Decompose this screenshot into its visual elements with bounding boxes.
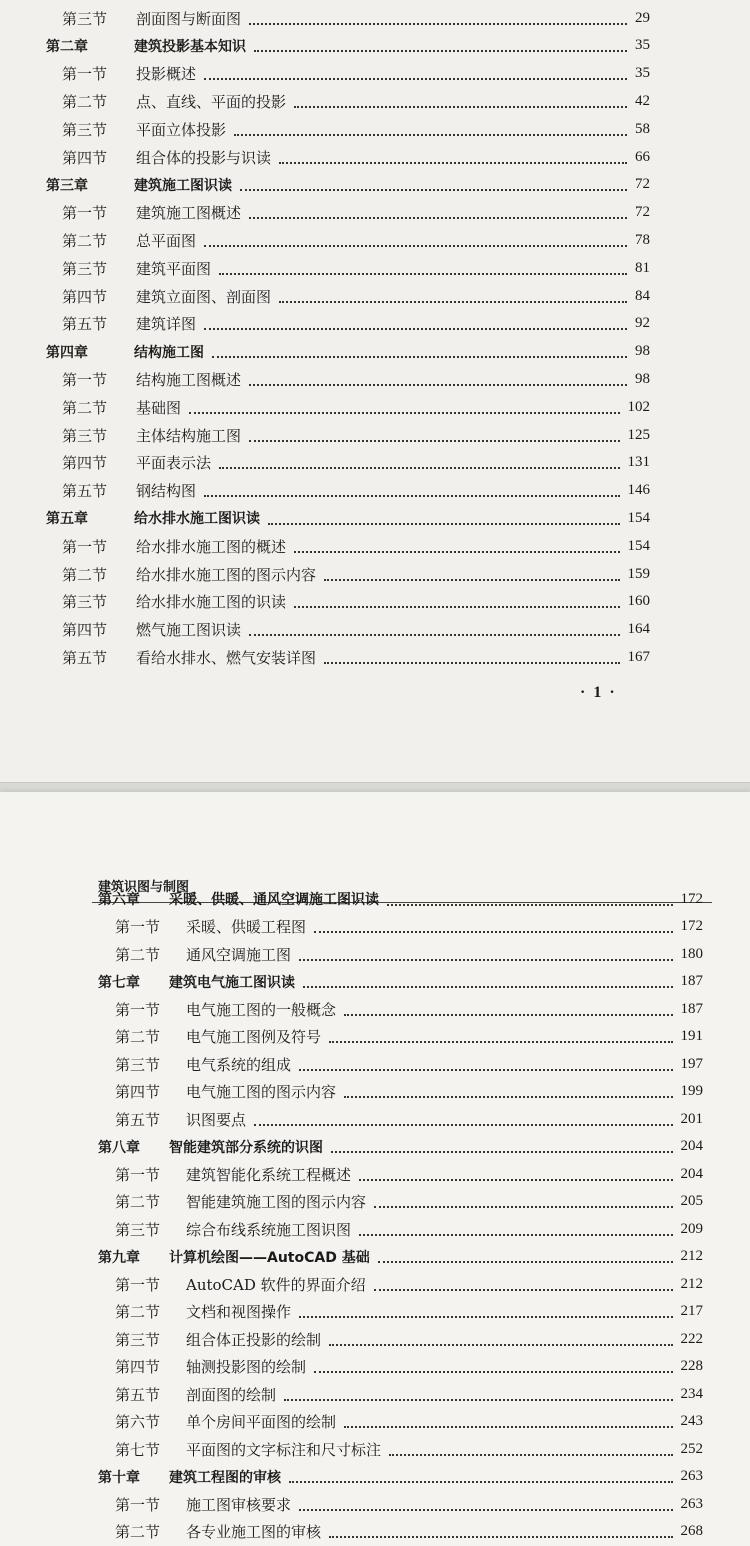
dot-leader: [249, 633, 619, 636]
dot-leader: [289, 1480, 673, 1483]
dot-leader: [344, 1425, 672, 1428]
dot-leader: [324, 578, 619, 581]
toc-section-entry: [62, 642, 650, 672]
toc-section-entry: [115, 1324, 703, 1354]
dot-leader: [234, 133, 627, 136]
entry-page-number: 98: [635, 343, 650, 360]
entry-title: 钢结构图: [136, 482, 197, 501]
entry-title: 剖面图与断面图: [136, 9, 242, 28]
entry-label: 第九章: [98, 1249, 140, 1266]
dot-leader: [284, 1398, 672, 1401]
page-number: · 1 ·: [580, 684, 617, 701]
toc-chapter-entry: [98, 884, 703, 914]
dot-leader: [303, 985, 673, 988]
entry-title: 综合布线系统施工图识图: [186, 1220, 352, 1239]
entry-label: 第三节: [62, 259, 108, 278]
toc-section-entry: [62, 309, 650, 339]
dot-leader: [314, 1370, 672, 1373]
entry-title: 给水排水施工图的概述: [136, 537, 287, 556]
toc-chapter-entry: [46, 337, 650, 367]
dot-leader: [249, 216, 627, 219]
entry-label: 第十章: [98, 1469, 140, 1486]
entry-page-number: 146: [627, 482, 650, 499]
entry-page-number: 172: [680, 890, 703, 907]
toc-section-entry: [115, 1049, 703, 1079]
entry-label: 第三节: [115, 1330, 161, 1349]
entry-title: 结构施工图: [134, 344, 204, 361]
entry-label: 第七节: [115, 1440, 161, 1459]
entry-title: 单个房间平面图的绘制: [186, 1413, 337, 1431]
entry-label: 第三节: [62, 120, 108, 139]
dot-leader: [294, 605, 619, 608]
entry-title: 组合体正投影的绘制: [186, 1330, 322, 1349]
dot-leader: [294, 105, 627, 108]
entry-title: 智能建筑施工图的图示内容: [186, 1193, 367, 1211]
entry-label: 第二节: [62, 565, 108, 584]
entry-title: AutoCAD 软件的界面介绍: [186, 1275, 366, 1294]
entry-title: 平面立体投影: [136, 120, 227, 139]
dot-leader: [389, 1453, 672, 1456]
entry-page-number: 212: [680, 1275, 703, 1292]
entry-label: 第五节: [62, 315, 108, 334]
toc-section-entry: [115, 1517, 703, 1546]
entry-page-number: 35: [635, 37, 650, 54]
toc-chapter-entry: [98, 1462, 703, 1492]
entry-label: 第二节: [115, 1193, 161, 1211]
entry-page-number: 222: [680, 1330, 703, 1347]
dot-leader: [344, 1095, 672, 1098]
toc-chapter-entry: [98, 1242, 703, 1272]
entry-page-number: 209: [680, 1220, 703, 1237]
entry-title: 组合体的投影与识读: [136, 148, 272, 167]
dot-leader: [189, 411, 619, 414]
entry-label: 第六节: [115, 1413, 161, 1431]
entry-title: 建筑施工图概述: [136, 204, 242, 223]
entry-title: 建筑施工图识读: [134, 177, 232, 194]
dot-leader: [374, 1205, 672, 1208]
entry-page-number: 42: [635, 92, 650, 109]
dot-leader: [299, 1508, 672, 1511]
toc-chapter-entry: [46, 503, 650, 533]
entry-title: 各专业施工图的审核: [186, 1523, 322, 1541]
entry-page-number: 180: [680, 945, 703, 962]
toc-chapter-entry: [98, 1132, 703, 1162]
entry-label: 第一节: [115, 1495, 161, 1514]
entry-page-number: 78: [635, 231, 650, 248]
entry-title: 识图要点: [186, 1110, 247, 1129]
entry-label: 第一节: [115, 1275, 161, 1294]
toc-section-entry: [115, 1489, 703, 1519]
entry-label: 第八章: [98, 1139, 140, 1156]
entry-label: 第二节: [115, 1028, 161, 1046]
entry-title: 轴测投影图的绘制: [186, 1358, 307, 1376]
entry-title: 看给水排水、燃气安装详图: [136, 648, 317, 667]
entry-page-number: 234: [680, 1385, 703, 1402]
dot-leader: [378, 1260, 673, 1263]
entry-page-number: 154: [627, 537, 650, 554]
entry-label: 第四节: [62, 287, 108, 306]
entry-page-number: 204: [680, 1138, 703, 1154]
toc-section-entry: [62, 420, 650, 450]
entry-page-number: 160: [627, 593, 650, 610]
dot-leader: [331, 1150, 673, 1153]
toc-section-entry: [62, 531, 650, 561]
toc-section-entry: [115, 1407, 703, 1437]
entry-title: 给水排水施工图的图示内容: [136, 565, 317, 584]
entry-page-number: 252: [680, 1440, 703, 1457]
dot-leader: [329, 1535, 672, 1538]
entry-page-number: 29: [635, 9, 650, 26]
entry-title: 剖面图的绘制: [186, 1385, 277, 1404]
dot-leader: [249, 383, 627, 386]
entry-page-number: 159: [627, 565, 650, 582]
entry-label: 第二章: [46, 38, 88, 55]
toc-section-entry: [115, 1104, 703, 1134]
entry-page-number: 58: [635, 120, 650, 137]
toc-section-entry: [115, 1187, 703, 1217]
toc-chapter-entry: [46, 31, 650, 61]
entry-title: 建筑平面图: [136, 259, 212, 278]
dot-leader: [240, 188, 627, 191]
entry-title: 建筑工程图的审核: [169, 1469, 281, 1486]
dot-leader: [254, 49, 627, 52]
entry-label: 第六章: [98, 892, 140, 908]
entry-title: 主体结构施工图: [136, 426, 242, 445]
entry-page-number: 201: [680, 1110, 703, 1127]
entry-page-number: 263: [680, 1495, 703, 1512]
dot-leader: [279, 161, 627, 164]
entry-page-number: 191: [680, 1028, 703, 1044]
entry-page-number: 212: [680, 1248, 703, 1264]
toc-section-entry: [115, 1159, 703, 1189]
entry-title: 燃气施工图识读: [136, 621, 242, 640]
entry-title: 给水排水施工图的识读: [136, 593, 287, 612]
entry-label: 第二节: [115, 1523, 161, 1541]
toc-section-entry: [115, 1269, 703, 1299]
entry-label: 第二节: [62, 231, 108, 250]
entry-label: 第二节: [62, 398, 108, 417]
entry-label: 第三节: [115, 1055, 161, 1074]
entry-page-number: 72: [635, 204, 650, 221]
entry-page-number: 131: [627, 454, 650, 471]
entry-title: 电气施工图的一般概念: [186, 1000, 337, 1019]
entry-label: 第三节: [62, 426, 108, 445]
entry-page-number: 81: [635, 259, 650, 276]
entry-label: 第七章: [98, 974, 140, 991]
entry-label: 第五节: [115, 1385, 161, 1404]
toc-section-entry: [62, 59, 650, 89]
entry-page-number: 84: [635, 287, 650, 304]
toc-section-entry: [62, 281, 650, 311]
toc-section-entry: [62, 114, 650, 144]
toc-section-entry: [115, 1214, 703, 1244]
toc-section-entry: [62, 587, 650, 617]
entry-title: 给水排水施工图识读: [134, 511, 260, 528]
entry-page-number: 66: [635, 148, 650, 165]
entry-title: 计算机绘图——AutoCAD 基础: [169, 1249, 370, 1266]
dot-leader: [359, 1178, 672, 1181]
entry-title: 点、直线、平面的投影: [136, 92, 287, 111]
toc-section-entry: [115, 1352, 703, 1382]
dot-leader: [374, 1288, 673, 1291]
entry-page-number: 35: [635, 65, 650, 82]
entry-label: 第三章: [46, 177, 88, 194]
entry-page-number: 172: [680, 918, 703, 934]
entry-label: 第一节: [62, 537, 108, 556]
entry-page-number: 167: [627, 648, 650, 665]
entry-label: 第五节: [115, 1110, 161, 1129]
toc-section-entry: [62, 476, 650, 506]
entry-label: 第二节: [62, 92, 108, 111]
entry-label: 第四节: [62, 454, 108, 473]
entry-page-number: 205: [680, 1193, 703, 1209]
entry-title: 投影概述: [136, 65, 197, 84]
entry-page-number: 187: [680, 973, 703, 989]
entry-page-number: 217: [680, 1303, 703, 1319]
entry-label: 第四节: [62, 148, 108, 167]
entry-title: 电气系统的组成: [186, 1055, 292, 1074]
entry-label: 第一节: [62, 65, 108, 84]
entry-label: 第五节: [62, 648, 108, 667]
entry-page-number: 263: [680, 1468, 703, 1484]
entry-label: 第四章: [46, 344, 88, 361]
entry-page-number: 268: [680, 1523, 703, 1539]
dot-leader: [204, 77, 627, 80]
entry-title: 基础图: [136, 398, 182, 417]
toc-section-entry: [115, 1434, 703, 1464]
entry-label: 第五章: [46, 511, 88, 528]
toc-section-entry: [115, 1022, 703, 1052]
dot-leader: [204, 327, 627, 330]
entry-title: 通风空调施工图: [186, 945, 292, 964]
entry-page-number: 102: [627, 398, 650, 415]
entry-label: 第三节: [62, 9, 108, 28]
dot-leader: [212, 355, 627, 358]
dot-leader: [359, 1233, 672, 1236]
dot-leader: [249, 22, 627, 25]
toc-section-entry: [62, 198, 650, 228]
toc-section-entry: [62, 253, 650, 283]
toc-section-entry: [62, 392, 650, 422]
entry-page-number: 228: [680, 1358, 703, 1374]
entry-page-number: 154: [627, 509, 650, 526]
toc-section-entry: [62, 448, 650, 478]
entry-title: 电气施工图的图示内容: [186, 1083, 337, 1101]
dot-leader: [329, 1040, 672, 1043]
dot-leader: [204, 244, 627, 247]
entry-label: 第一节: [115, 918, 161, 936]
toc-section-entry: [115, 1077, 703, 1107]
entry-page-number: 72: [635, 176, 650, 193]
entry-label: 第三节: [62, 593, 108, 612]
entry-page-number: 204: [680, 1165, 703, 1182]
entry-label: 第四节: [115, 1358, 161, 1376]
toc-section-entry: [62, 559, 650, 589]
toc-section-entry: [62, 615, 650, 645]
dot-leader: [299, 1068, 672, 1071]
toc-chapter-entry: [46, 170, 650, 200]
dot-leader: [344, 1013, 672, 1016]
dot-leader: [299, 1315, 672, 1318]
toc-page-2: [0, 792, 750, 1546]
entry-label: 第一节: [62, 204, 108, 223]
entry-page-number: 199: [680, 1083, 703, 1099]
dot-leader: [299, 958, 672, 961]
entry-label: 第一节: [62, 370, 108, 389]
dot-leader: [249, 439, 619, 442]
dot-leader: [268, 522, 620, 525]
entry-title: 建筑立面图、剖面图: [136, 287, 272, 306]
entry-title: 文档和视图操作: [186, 1303, 292, 1321]
dot-leader: [387, 903, 673, 906]
entry-label: 第三节: [115, 1220, 161, 1239]
dot-leader: [329, 1343, 672, 1346]
entry-page-number: 92: [635, 315, 650, 332]
entry-label: 第二节: [115, 945, 161, 964]
entry-page-number: 164: [627, 621, 650, 638]
dot-leader: [324, 661, 619, 664]
toc-section-entry: [62, 142, 650, 172]
entry-title: 施工图审核要求: [186, 1495, 292, 1514]
toc-section-entry: [115, 1297, 703, 1327]
entry-page-number: 243: [680, 1413, 703, 1429]
toc-section-entry: [62, 86, 650, 116]
dot-leader: [219, 466, 619, 469]
entry-page-number: 98: [635, 370, 650, 387]
entry-label: 第一节: [115, 1000, 161, 1019]
dot-leader: [219, 272, 627, 275]
entry-title: 建筑投影基本知识: [134, 38, 246, 55]
entry-label: 第一节: [115, 1165, 161, 1184]
entry-label: 第四节: [62, 621, 108, 640]
entry-title: 平面图的文字标注和尺寸标注: [186, 1440, 382, 1459]
entry-title: 总平面图: [136, 231, 197, 250]
toc-section-entry: [115, 912, 703, 942]
toc-section-entry: [115, 994, 703, 1024]
entry-title: 采暖、供暖、通风空调施工图识读: [169, 892, 379, 908]
entry-label: 第四节: [115, 1083, 161, 1101]
dot-leader: [279, 300, 627, 303]
entry-title: 建筑电气施工图识读: [169, 974, 295, 991]
entry-title: 采暖、供暖工程图: [186, 918, 307, 936]
entry-title: 智能建筑部分系统的识图: [169, 1139, 323, 1156]
entry-page-number: 187: [680, 1000, 703, 1017]
toc-section-entry: [62, 3, 650, 33]
dot-leader: [294, 550, 619, 553]
toc-section-entry: [115, 939, 703, 969]
entry-label: 第五节: [62, 482, 108, 501]
entry-title: 平面表示法: [136, 454, 212, 473]
entry-page-number: 125: [627, 426, 650, 443]
toc-section-entry: [62, 364, 650, 394]
entry-title: 结构施工图概述: [136, 370, 242, 389]
toc-section-entry: [115, 1379, 703, 1409]
dot-leader: [204, 494, 619, 497]
dot-leader: [254, 1123, 672, 1126]
entry-title: 建筑详图: [136, 315, 197, 334]
entry-title: 电气施工图例及符号: [186, 1028, 322, 1046]
dot-leader: [314, 930, 672, 933]
toc-chapter-entry: [98, 967, 703, 997]
entry-title: 建筑智能化系统工程概述: [186, 1165, 352, 1184]
entry-label: 第二节: [115, 1303, 161, 1321]
entry-page-number: 197: [680, 1055, 703, 1072]
running-head: 建筑识图与制图: [98, 880, 190, 895]
toc-section-entry: [62, 225, 650, 255]
